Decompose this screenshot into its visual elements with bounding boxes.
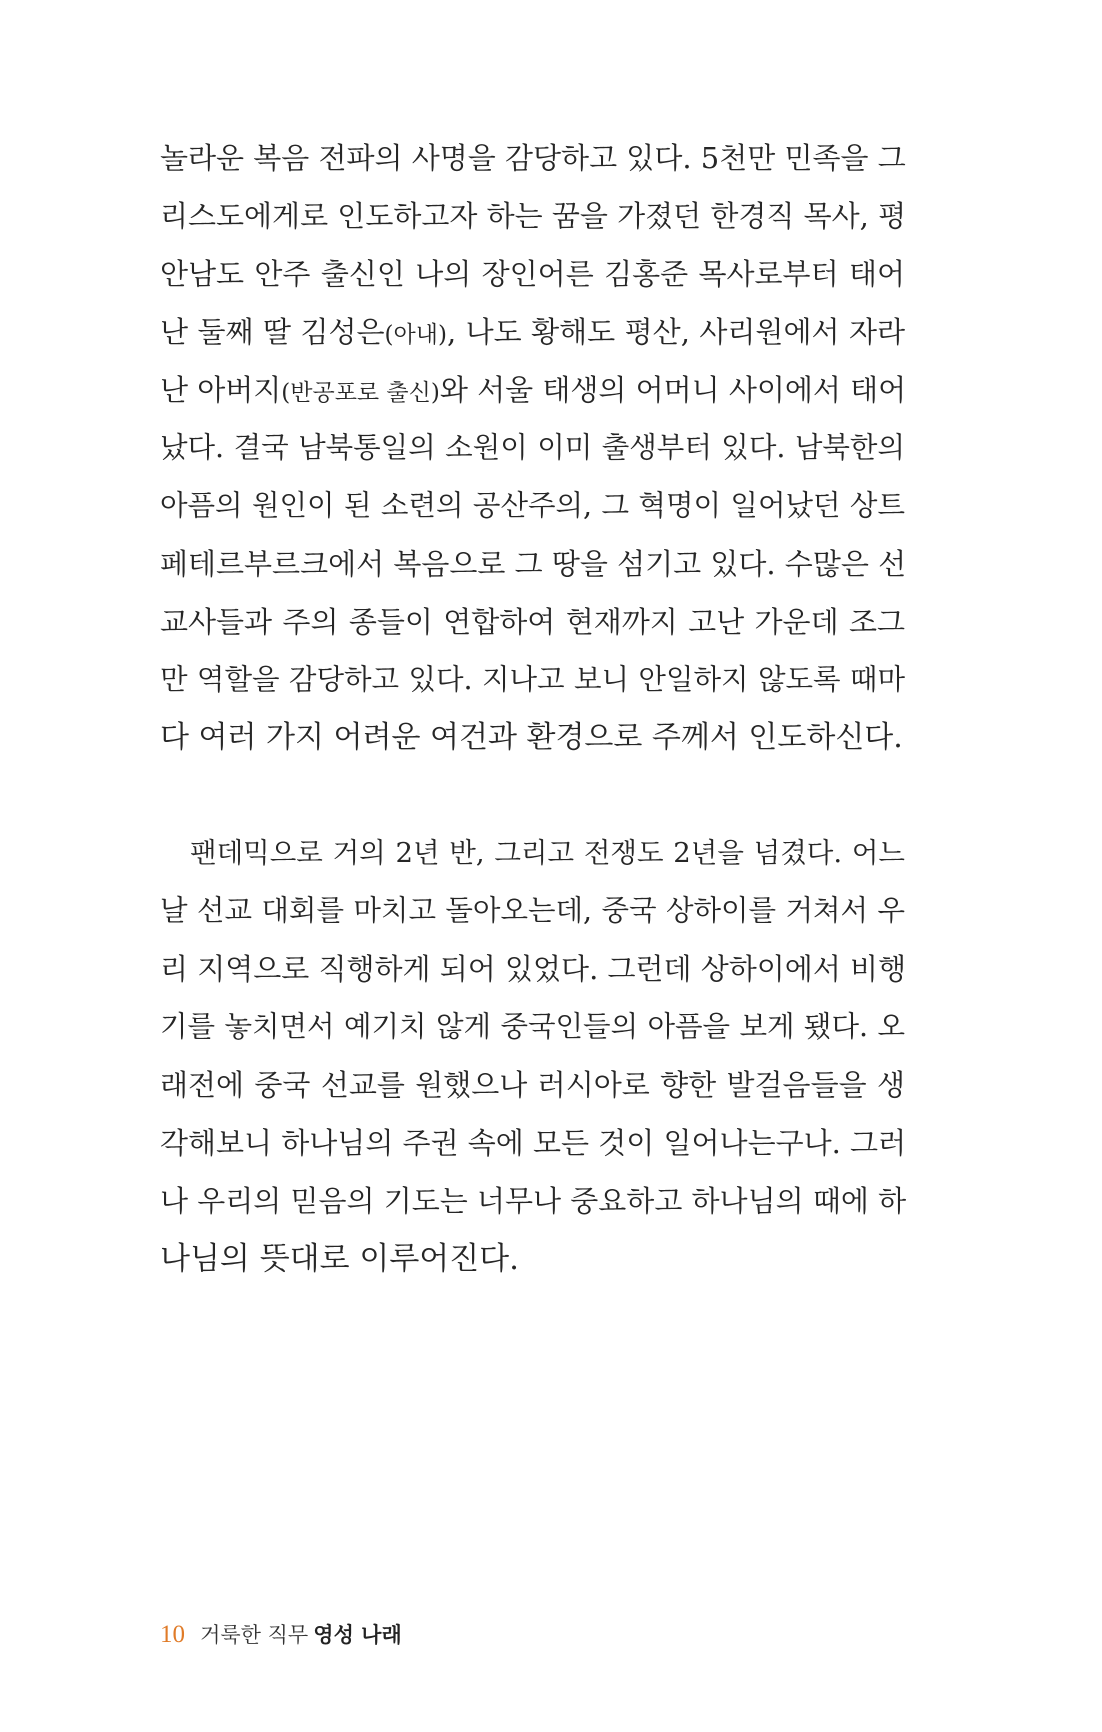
paragraph-2-line-1: 팬데믹으로 거의 2년 반, 그리고 전쟁도 2년을 넘겼다. 어느 (190, 837, 905, 869)
paragraph-1-line-9: 교사들과 주의 종들이 연합하여 현재까지 고난 가운데 조그 (160, 605, 905, 639)
paragraph-1-line-4-text-b: , 나도 황해도 평산, 사리원에서 자라 (446, 315, 905, 349)
paragraph-1-line-5-text-b: 와 서울 태생의 어머니 사이에서 태어 (439, 373, 907, 407)
paragraph-1-line-11: 다 여러 가지 어려운 여건과 환경으로 주께서 인도하신다. (160, 720, 903, 755)
paragraph-1-line-4 (160, 307, 905, 357)
page-footer (160, 1617, 402, 1653)
paragraph-1-line-7: 아픔의 원인이 된 소련의 공산주의, 그 혁명이 일어났던 상트 (160, 489, 905, 522)
paragraph-2-line-2: 날 선교 대회를 마치고 돌아오는데, 중국 상하이를 거쳐서 우 (160, 894, 905, 927)
paragraph-2-line-3: 리 지역으로 직행하게 되어 있었다. 그런데 상하이에서 비행 (160, 952, 907, 986)
paragraph-1-line-4-text-a: 난 둘째 딸 김성은 (160, 315, 385, 349)
paragraph-1-line-5 (160, 365, 905, 415)
paragraph-2-line-5: 래전에 중국 선교를 원했으나 러시아로 향한 발걸음들을 생 (160, 1068, 905, 1102)
paragraph-1-line-5-note: (반공포로 출신) (281, 380, 440, 406)
book-title: 거룩한 직무 (200, 1623, 309, 1647)
page-number: 10 (160, 1621, 185, 1648)
paragraph-1-line-6: 났다. 결국 남북통일의 소원이 이미 출생부터 있다. 남북한의 (160, 431, 905, 464)
paragraph-2-line-4: 기를 놓치면서 예기치 않게 중국인들의 아픔을 보게 됐다. 오 (160, 1010, 905, 1043)
paragraph-1-line-2: 리스도에게로 인도하고자 하는 꿈을 가졌던 한경직 목사, 평 (160, 199, 907, 233)
paragraph-2-line-8: 나님의 뜻대로 이루어진다. (160, 1241, 519, 1277)
paragraph-2-line-6: 각해보니 하나님의 주권 속에 모든 것이 일어나는구나. 그러 (160, 1126, 907, 1160)
paragraph-1-line-5-text-a: 난 아버지 (160, 373, 282, 407)
paragraph-2-line-7: 나 우리의 믿음의 기도는 너무나 중요하고 하나님의 때에 하 (160, 1184, 907, 1218)
paragraph-1-line-1: 놀라운 복음 전파의 사명을 감당하고 있다. 5천만 민족을 그 (160, 141, 906, 175)
paragraph-1-line-8: 페테르부르크에서 복음으로 그 땅을 섬기고 있다. 수많은 선 (160, 547, 907, 581)
paragraph-1-line-4-note: (아내) (384, 322, 447, 348)
paragraph-1-line-10: 만 역할을 감당하고 있다. 지나고 보니 안일하지 않도록 때마 (160, 663, 905, 696)
book-title-emphasis: 영성 나래 (313, 1623, 402, 1647)
paragraph-1-line-3: 안남도 안주 출신인 나의 장인어른 김홍준 목사로부터 태어 (160, 257, 905, 291)
